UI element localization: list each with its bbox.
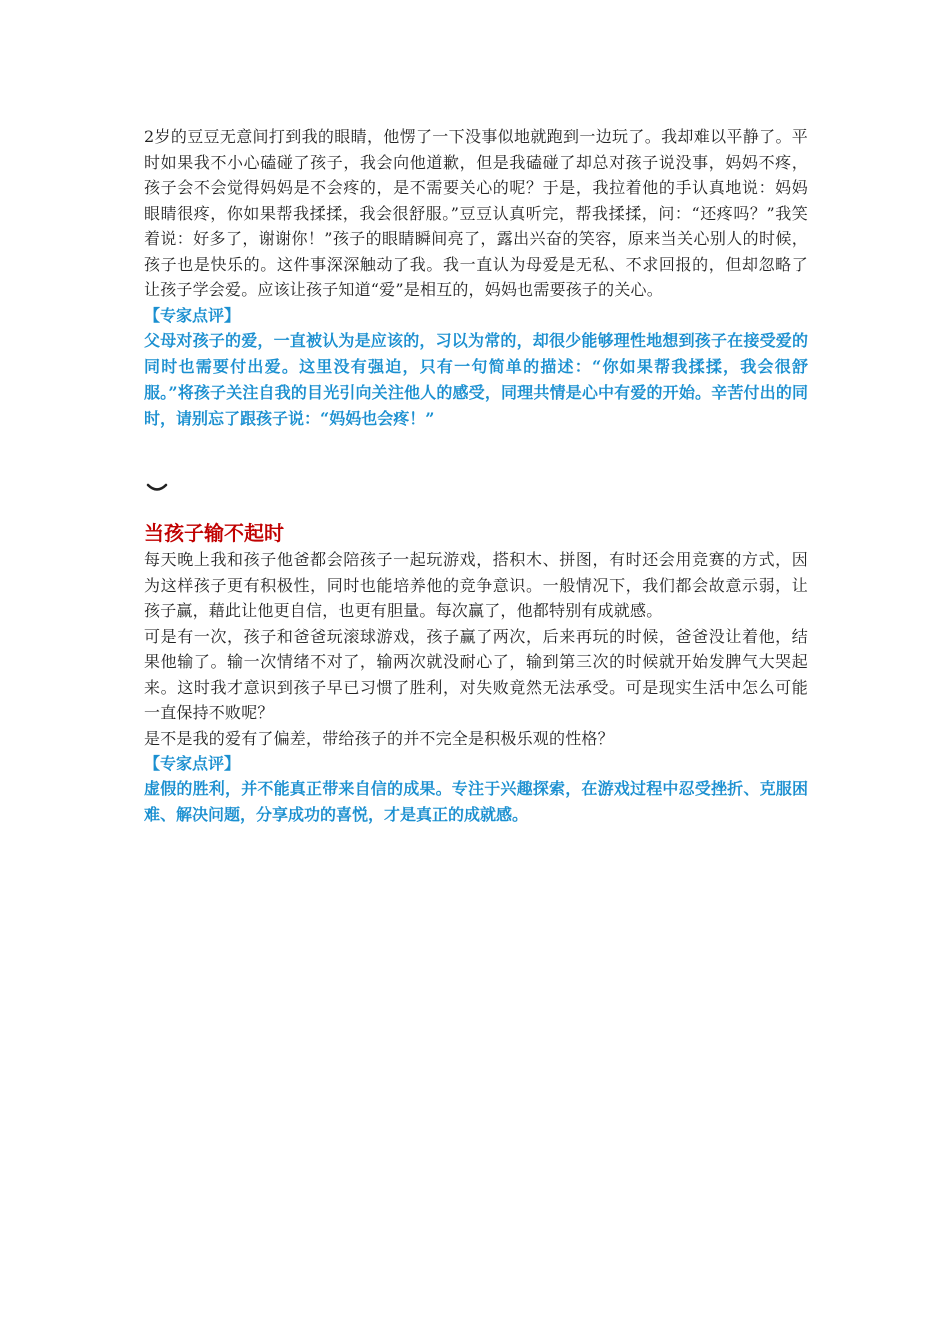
story-paragraph-2: 可是有一次，孩子和爸爸玩滚球游戏，孩子赢了两次，后来再玩的时候，爸爸没让着他，结果他输了。输一次情绪不对了，输两次就没耐心了，输到第三次的时候就开始发脾气大哭起来。这时我才意识到孩子早已习惯了胜利，对失败竟然无法承受。可是现实生活中怎么可能一直保持不败呢？: [144, 626, 808, 722]
section-1: [144, 124, 808, 432]
story-paragraph: 2岁的豆豆无意间打到我的眼睛，他愣了一下没事似地就跑到一边玩了。我却难以平静了。平时如果我不小心磕碰了孩子，我会向他道歉，但是我磕碰了却总对孩子说没事，妈妈不疼，孩子会不会觉得妈妈是不会疼的，是不需要关心的呢？于是，我拉着他的手认真地说：妈妈眼睛很疼，你如果帮我揉揉，我会很舒服。”豆豆认真听完，帮我揉揉，问：“还疼吗？”我笑着说：好多了，谢谢你！”孩子的眼睛瞬间亮了，露出兴奋的笑容，原来当关心别人的时候，孩子也是快乐的。这件事深深触动了我。我一直认为母爱是无私、不求回报的，但却忽略了让孩子学会爱。应该让孩子知道“爱”是相互的，妈妈也需要孩子的关心。: [144, 127, 808, 299]
section-title: 当孩子输不起时: [144, 521, 284, 545]
expert-review-comment: 父母对孩子的爱，一直被认为是应该的，习以为常的，却很少能够理性地想到孩子在接受爱的同时也需要付出爱。这里没有强迫，只有一句简单的描述：“你如果帮我揉揉，我会很舒服。”将孩子关注自我的目光引向关注他人的感受，同理共情是心中有爱的开始。辛苦付出的同时，请别忘了跟孩子说：“妈妈也会疼！”: [144, 330, 808, 428]
section-2: [144, 519, 808, 828]
expert-review-comment: 虚假的胜利，并不能真正带来自信的成果。专注于兴趣探索，在游戏过程中忍受挫折、克服困难、解决问题，分享成功的喜悦，才是真正的成就感。: [144, 779, 808, 824]
story-paragraph-1: 每天晚上我和孩子他爸都会陪孩子一起玩游戏，搭积木、拼图，有时还会用竞赛的方式，因为这样孩子更有积极性，同时也能培养他的竞争意识。一般情况下，我们都会故意示弱，让孩子赢，藉此让他更自信，也更有胆量。每次赢了，他都特别有成就感。: [144, 550, 808, 620]
expert-review-heading: 【专家点评】: [144, 305, 241, 325]
story-paragraph-3: 是不是我的爱有了偏差，带给孩子的并不完全是积极乐观的性格？: [144, 728, 614, 748]
chevron-down-icon: [146, 482, 168, 496]
expert-review-heading: 【专家点评】: [144, 754, 241, 773]
